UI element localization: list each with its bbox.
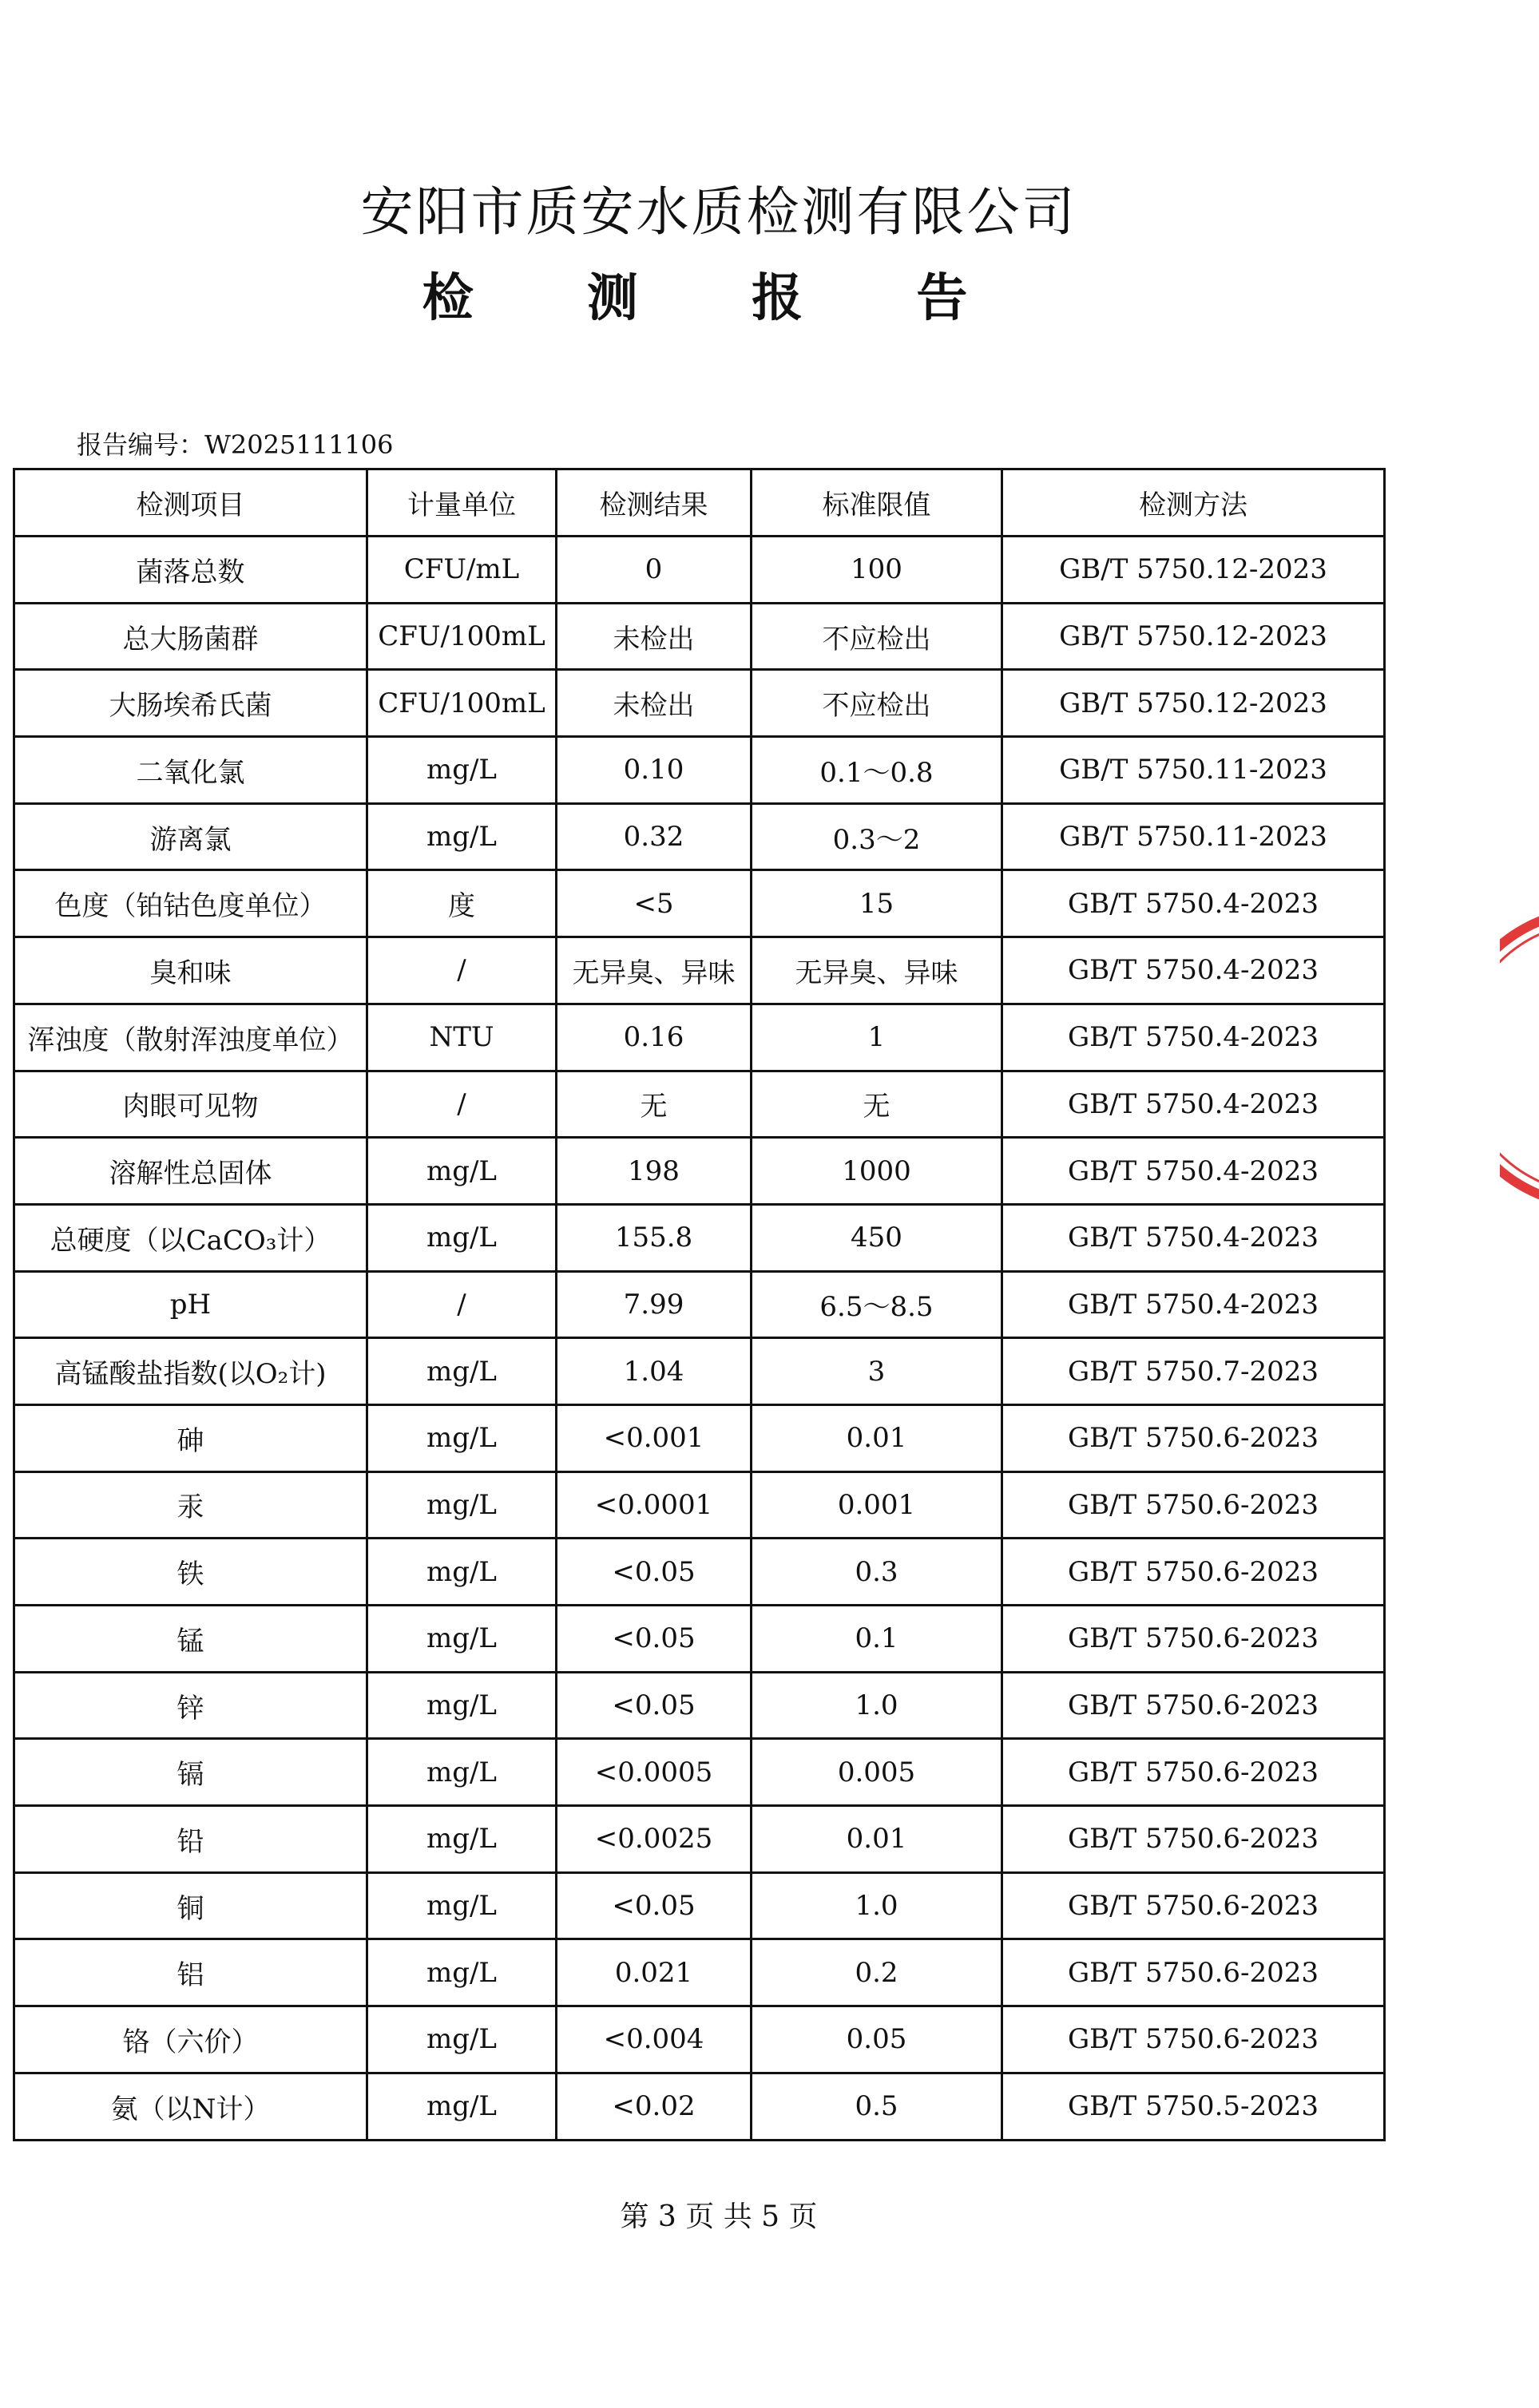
method-cell: GB/T 5750.11-2023 xyxy=(1002,737,1385,804)
results-table xyxy=(13,468,1386,2141)
method-cell: GB/T 5750.12-2023 xyxy=(1002,603,1385,670)
official-seal-stamp xyxy=(1500,894,1539,1222)
limit-cell: 0.3 xyxy=(752,1539,1002,1606)
result-cell: 无异臭、异味 xyxy=(557,937,752,1004)
result-cell: <0.05 xyxy=(557,1872,752,1939)
report-title: 检 测 报 告 xyxy=(422,268,1016,328)
method-cell: GB/T 5750.6-2023 xyxy=(1002,2006,1385,2073)
method-cell: GB/T 5750.5-2023 xyxy=(1002,2073,1385,2140)
unit-cell: mg/L xyxy=(367,1939,557,2006)
limit-cell: 100 xyxy=(752,537,1002,604)
item-cell: 铁 xyxy=(14,1539,367,1606)
unit-cell: / xyxy=(367,937,557,1004)
item-cell: 锌 xyxy=(14,1672,367,1739)
result-cell: <0.0005 xyxy=(557,1739,752,1806)
result-cell: 0.021 xyxy=(557,1939,752,2006)
item-cell: 氨（以N计） xyxy=(14,2073,367,2140)
method-cell: GB/T 5750.11-2023 xyxy=(1002,803,1385,870)
item-cell: 溶解性总固体 xyxy=(14,1138,367,1205)
table-row xyxy=(14,1471,1385,1539)
method-cell: GB/T 5750.6-2023 xyxy=(1002,1872,1385,1939)
result-cell: 0 xyxy=(557,537,752,604)
limit-cell: 15 xyxy=(752,870,1002,937)
method-cell: GB/T 5750.6-2023 xyxy=(1002,1404,1385,1471)
limit-cell: 0.5 xyxy=(752,2073,1002,2140)
result-cell: 1.04 xyxy=(557,1338,752,1405)
limit-cell: 0.01 xyxy=(752,1404,1002,1471)
limit-cell: 1.0 xyxy=(752,1872,1002,1939)
method-cell: GB/T 5750.6-2023 xyxy=(1002,1806,1385,1873)
limit-cell: 不应检出 xyxy=(752,603,1002,670)
column-header: 标准限值 xyxy=(752,469,1002,537)
table-row xyxy=(14,1404,1385,1471)
result-cell: <0.02 xyxy=(557,2073,752,2140)
seal-icon xyxy=(1500,894,1539,1222)
item-cell: 砷 xyxy=(14,1404,367,1471)
report-number-value: W2025111106 xyxy=(204,430,394,460)
method-cell: GB/T 5750.7-2023 xyxy=(1002,1338,1385,1405)
method-cell: GB/T 5750.4-2023 xyxy=(1002,1071,1385,1138)
item-cell: 锰 xyxy=(14,1606,367,1673)
page-prefix: 第 xyxy=(620,2200,649,2233)
limit-cell: 无 xyxy=(752,1071,1002,1138)
method-cell: GB/T 5750.4-2023 xyxy=(1002,1271,1385,1338)
item-cell: 菌落总数 xyxy=(14,537,367,604)
limit-cell: 无异臭、异味 xyxy=(752,937,1002,1004)
table-row xyxy=(14,1672,1385,1739)
result-cell: 198 xyxy=(557,1138,752,1205)
table-row xyxy=(14,1204,1385,1271)
result-cell: <0.001 xyxy=(557,1404,752,1471)
unit-cell: mg/L xyxy=(367,803,557,870)
result-cell: 0.10 xyxy=(557,737,752,804)
limit-cell: 1.0 xyxy=(752,1672,1002,1739)
result-cell: <0.05 xyxy=(557,1606,752,1673)
method-cell: GB/T 5750.4-2023 xyxy=(1002,1138,1385,1205)
method-cell: GB/T 5750.4-2023 xyxy=(1002,870,1385,937)
column-header: 检测方法 xyxy=(1002,469,1385,537)
table-row xyxy=(14,1806,1385,1873)
limit-cell: 0.01 xyxy=(752,1806,1002,1873)
item-cell: 二氧化氯 xyxy=(14,737,367,804)
table-row xyxy=(14,1939,1385,2006)
result-cell: 未检出 xyxy=(557,603,752,670)
table-row xyxy=(14,537,1385,604)
unit-cell: / xyxy=(367,1071,557,1138)
result-cell: <0.004 xyxy=(557,2006,752,2073)
column-header: 计量单位 xyxy=(367,469,557,537)
limit-cell: 3 xyxy=(752,1338,1002,1405)
table-row xyxy=(14,2073,1385,2140)
method-cell: GB/T 5750.4-2023 xyxy=(1002,937,1385,1004)
limit-cell: 0.001 xyxy=(752,1471,1002,1539)
item-cell: 镉 xyxy=(14,1739,367,1806)
report-number xyxy=(77,425,394,461)
method-cell: GB/T 5750.4-2023 xyxy=(1002,1204,1385,1271)
result-cell: 无 xyxy=(557,1071,752,1138)
unit-cell: mg/L xyxy=(367,1872,557,1939)
table-row xyxy=(14,1338,1385,1405)
limit-cell: 0.1 xyxy=(752,1606,1002,1673)
limit-cell: 6.5～8.5 xyxy=(752,1271,1002,1338)
method-cell: GB/T 5750.12-2023 xyxy=(1002,670,1385,737)
unit-cell: mg/L xyxy=(367,1338,557,1405)
method-cell: GB/T 5750.6-2023 xyxy=(1002,1606,1385,1673)
result-cell: <5 xyxy=(557,870,752,937)
result-cell: <0.05 xyxy=(557,1539,752,1606)
item-cell: 大肠埃希氏菌 xyxy=(14,670,367,737)
item-cell: 铜 xyxy=(14,1872,367,1939)
result-cell: 155.8 xyxy=(557,1204,752,1271)
unit-cell: / xyxy=(367,1271,557,1338)
page-total: 5 xyxy=(761,2200,780,2233)
result-cell: 未检出 xyxy=(557,670,752,737)
unit-cell: CFU/mL xyxy=(367,537,557,604)
unit-cell: mg/L xyxy=(367,1471,557,1539)
item-cell: 游离氯 xyxy=(14,803,367,870)
item-cell: 总硬度（以CaCO₃计） xyxy=(14,1204,367,1271)
unit-cell: mg/L xyxy=(367,1672,557,1739)
unit-cell: mg/L xyxy=(367,2006,557,2073)
unit-cell: NTU xyxy=(367,1004,557,1071)
unit-cell: mg/L xyxy=(367,1806,557,1873)
result-cell: 7.99 xyxy=(557,1271,752,1338)
limit-cell: 450 xyxy=(752,1204,1002,1271)
table-row xyxy=(14,1271,1385,1338)
limit-cell: 0.05 xyxy=(752,2006,1002,2073)
result-cell: <0.05 xyxy=(557,1672,752,1739)
limit-cell: 0.005 xyxy=(752,1739,1002,1806)
page-current: 3 xyxy=(657,2200,676,2233)
table-row xyxy=(14,803,1385,870)
result-cell: 0.32 xyxy=(557,803,752,870)
table-row xyxy=(14,870,1385,937)
unit-cell: mg/L xyxy=(367,1204,557,1271)
table-row xyxy=(14,737,1385,804)
page-suffix: 页 xyxy=(788,2200,818,2233)
page-number xyxy=(0,2194,1438,2235)
result-cell: <0.0001 xyxy=(557,1471,752,1539)
table-row xyxy=(14,2006,1385,2073)
table-row xyxy=(14,1739,1385,1806)
method-cell: GB/T 5750.4-2023 xyxy=(1002,1004,1385,1071)
table-header-row xyxy=(14,469,1385,537)
limit-cell: 不应检出 xyxy=(752,670,1002,737)
table-row xyxy=(14,1071,1385,1138)
unit-cell: mg/L xyxy=(367,1739,557,1806)
item-cell: 肉眼可见物 xyxy=(14,1071,367,1138)
limit-cell: 1000 xyxy=(752,1138,1002,1205)
table-row xyxy=(14,1872,1385,1939)
unit-cell: mg/L xyxy=(367,1404,557,1471)
item-cell: 浑浊度（散射浑浊度单位） xyxy=(14,1004,367,1071)
unit-cell: mg/L xyxy=(367,1138,557,1205)
limit-cell: 1 xyxy=(752,1004,1002,1071)
unit-cell: 度 xyxy=(367,870,557,937)
unit-cell: mg/L xyxy=(367,2073,557,2140)
table-row xyxy=(14,603,1385,670)
table-row xyxy=(14,1138,1385,1205)
limit-cell: 0.3～2 xyxy=(752,803,1002,870)
results-table-body xyxy=(14,537,1385,2141)
limit-cell: 0.1～0.8 xyxy=(752,737,1002,804)
page-middle: 页 共 xyxy=(685,2200,752,2233)
unit-cell: CFU/100mL xyxy=(367,603,557,670)
item-cell: pH xyxy=(14,1271,367,1338)
unit-cell: CFU/100mL xyxy=(367,670,557,737)
unit-cell: mg/L xyxy=(367,1539,557,1606)
table-row xyxy=(14,1004,1385,1071)
table-row xyxy=(14,937,1385,1004)
method-cell: GB/T 5750.6-2023 xyxy=(1002,1939,1385,2006)
column-header: 检测项目 xyxy=(14,469,367,537)
limit-cell: 0.2 xyxy=(752,1939,1002,2006)
unit-cell: mg/L xyxy=(367,737,557,804)
method-cell: GB/T 5750.6-2023 xyxy=(1002,1471,1385,1539)
table-row xyxy=(14,1606,1385,1673)
report-number-label: 报告编号： xyxy=(77,430,205,460)
item-cell: 色度（铂钴色度单位） xyxy=(14,870,367,937)
table-row xyxy=(14,1539,1385,1606)
method-cell: GB/T 5750.6-2023 xyxy=(1002,1672,1385,1739)
item-cell: 铅 xyxy=(14,1806,367,1873)
item-cell: 铬（六价） xyxy=(14,2006,367,2073)
item-cell: 高锰酸盐指数(以O₂计) xyxy=(14,1338,367,1405)
column-header: 检测结果 xyxy=(557,469,752,537)
result-cell: 0.16 xyxy=(557,1004,752,1071)
table-row xyxy=(14,670,1385,737)
unit-cell: mg/L xyxy=(367,1606,557,1673)
company-name: 安阳市质安水质检测有限公司 xyxy=(360,181,1077,243)
method-cell: GB/T 5750.6-2023 xyxy=(1002,1539,1385,1606)
result-cell: <0.0025 xyxy=(557,1806,752,1873)
method-cell: GB/T 5750.12-2023 xyxy=(1002,537,1385,604)
item-cell: 铝 xyxy=(14,1939,367,2006)
method-cell: GB/T 5750.6-2023 xyxy=(1002,1739,1385,1806)
item-cell: 总大肠菌群 xyxy=(14,603,367,670)
item-cell: 臭和味 xyxy=(14,937,367,1004)
item-cell: 汞 xyxy=(14,1471,367,1539)
